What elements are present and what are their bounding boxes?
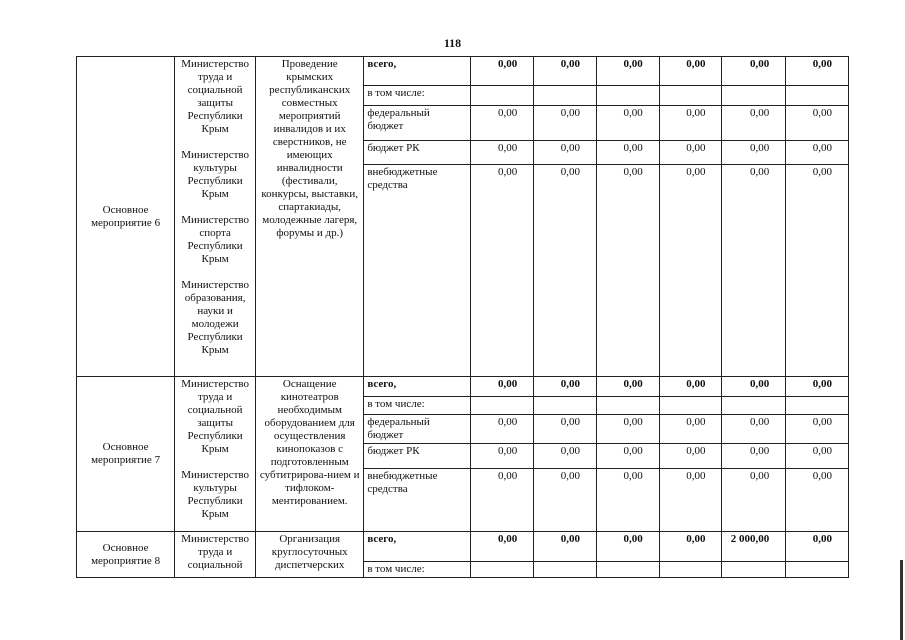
amount-cell: 0,00 [597, 165, 660, 377]
amount-cell: 0,00 [534, 141, 597, 165]
table-row [77, 57, 849, 86]
amount-cell: 0,00 [722, 377, 786, 397]
amount-cell: 0,00 [722, 57, 786, 86]
funding-source-label: всего, [364, 532, 470, 562]
table-body [77, 57, 849, 578]
funding-source-label: всего, [364, 377, 470, 397]
amount-cell: 0,00 [597, 469, 660, 532]
amount-cell: 0,00 [722, 106, 786, 141]
amount-cell: 0,00 [470, 106, 534, 141]
amount-cell: 0,00 [786, 469, 849, 532]
empty-cell [659, 86, 722, 106]
funding-source-label: бюджет РК [364, 444, 470, 469]
amount-cell: 0,00 [534, 377, 597, 397]
funding-source-label: внебюджетные средства [364, 469, 470, 532]
amount-cell: 0,00 [786, 377, 849, 397]
empty-cell [534, 397, 597, 415]
empty-cell [597, 86, 660, 106]
amount-cell: 0,00 [659, 469, 722, 532]
funding-source-label: бюджет РК [364, 141, 470, 165]
amount-cell: 0,00 [722, 415, 786, 444]
executor-name: Министерство труда и социальной защиты Республики Крым [181, 378, 250, 455]
amount-cell: 0,00 [659, 165, 722, 377]
amount-cell: 0,00 [659, 106, 722, 141]
amount-cell: 0,00 [534, 532, 597, 562]
event-name: Основное мероприятие 7 [77, 377, 175, 532]
empty-cell [597, 562, 660, 578]
amount-cell: 0,00 [470, 165, 534, 377]
empty-cell [786, 562, 849, 578]
empty-cell [534, 86, 597, 106]
empty-cell [597, 397, 660, 415]
amount-cell: 0,00 [597, 444, 660, 469]
amount-cell: 0,00 [534, 444, 597, 469]
amount-cell: 0,00 [786, 415, 849, 444]
amount-cell: 0,00 [659, 141, 722, 165]
event-executors [175, 532, 256, 578]
empty-cell [470, 397, 534, 415]
amount-cell: 0,00 [597, 141, 660, 165]
funding-source-label: в том числе: [364, 86, 470, 106]
event-description: Организация круглосуточных диспетчерских [256, 532, 364, 578]
amount-cell: 0,00 [786, 141, 849, 165]
executor-name: Министерство культуры Республики Крым [181, 469, 250, 520]
amount-cell: 0,00 [534, 469, 597, 532]
amount-cell: 0,00 [786, 57, 849, 86]
event-description: Оснащение кинотеатров необходимым оборудованием для осуществления кинопоказов с подготовленным субтитрирова-нием и тифлоком-ментированием. [256, 377, 364, 532]
empty-cell [786, 397, 849, 415]
empty-cell [470, 86, 534, 106]
executor-name: Министерство труда и социальной защиты Республики Крым [181, 58, 250, 135]
executor-name: Министерство культуры Республики Крым [181, 149, 250, 200]
funding-source-label: внебюджетные средства [364, 165, 470, 377]
table-row [77, 377, 849, 397]
amount-cell: 0,00 [597, 532, 660, 562]
amount-cell: 0,00 [659, 532, 722, 562]
amount-cell: 0,00 [534, 415, 597, 444]
amount-cell: 0,00 [659, 57, 722, 86]
funding-source-label: в том числе: [364, 397, 470, 415]
amount-cell: 0,00 [470, 415, 534, 444]
amount-cell: 0,00 [470, 444, 534, 469]
amount-cell: 0,00 [597, 57, 660, 86]
amount-cell: 0,00 [597, 415, 660, 444]
event-name: Основное мероприятие 8 [77, 532, 175, 578]
amount-cell: 0,00 [597, 106, 660, 141]
funding-source-label: федеральный бюджет [364, 415, 470, 444]
scrollbar[interactable] [900, 560, 903, 640]
amount-cell: 0,00 [470, 377, 534, 397]
executor-name: Министерство спорта Республики Крым [181, 214, 250, 265]
amount-cell: 0,00 [597, 377, 660, 397]
amount-cell: 0,00 [534, 57, 597, 86]
amount-cell: 0,00 [722, 165, 786, 377]
amount-cell: 0,00 [659, 415, 722, 444]
funding-table [76, 56, 849, 578]
empty-cell [534, 562, 597, 578]
amount-cell: 2 000,00 [722, 532, 786, 562]
funding-source-label: в том числе: [364, 562, 470, 578]
amount-cell: 0,00 [470, 532, 534, 562]
amount-cell: 0,00 [722, 469, 786, 532]
amount-cell: 0,00 [534, 165, 597, 377]
empty-cell [659, 397, 722, 415]
event-description: Проведение крымских республиканских совместных мероприятий инвалидов и их сверстников, не имеющих инвалидности (фестивали, конкурсы, выставки, спартакиады, молодежные лагеря, форумы и др.) [256, 57, 364, 377]
empty-cell [722, 86, 786, 106]
page-number: 118 [443, 36, 462, 50]
amount-cell: 0,00 [786, 444, 849, 469]
amount-cell: 0,00 [470, 57, 534, 86]
event-executors [175, 57, 256, 377]
empty-cell [470, 562, 534, 578]
funding-source-label: федеральный бюджет [364, 106, 470, 141]
executor-name: Министерство труда и социальной [181, 533, 250, 571]
event-executors [175, 377, 256, 532]
amount-cell: 0,00 [534, 106, 597, 141]
event-name: Основное мероприятие 6 [77, 57, 175, 377]
amount-cell: 0,00 [659, 377, 722, 397]
empty-cell [786, 86, 849, 106]
amount-cell: 0,00 [470, 469, 534, 532]
amount-cell: 0,00 [722, 444, 786, 469]
executor-name: Министерство образования, науки и молодежи Республики Крым [181, 279, 250, 356]
amount-cell: 0,00 [659, 444, 722, 469]
empty-cell [722, 397, 786, 415]
table-row [77, 532, 849, 562]
amount-cell: 0,00 [786, 165, 849, 377]
funding-source-label: всего, [364, 57, 470, 86]
amount-cell: 0,00 [722, 141, 786, 165]
amount-cell: 0,00 [786, 106, 849, 141]
amount-cell: 0,00 [786, 532, 849, 562]
amount-cell: 0,00 [470, 141, 534, 165]
empty-cell [722, 562, 786, 578]
empty-cell [659, 562, 722, 578]
